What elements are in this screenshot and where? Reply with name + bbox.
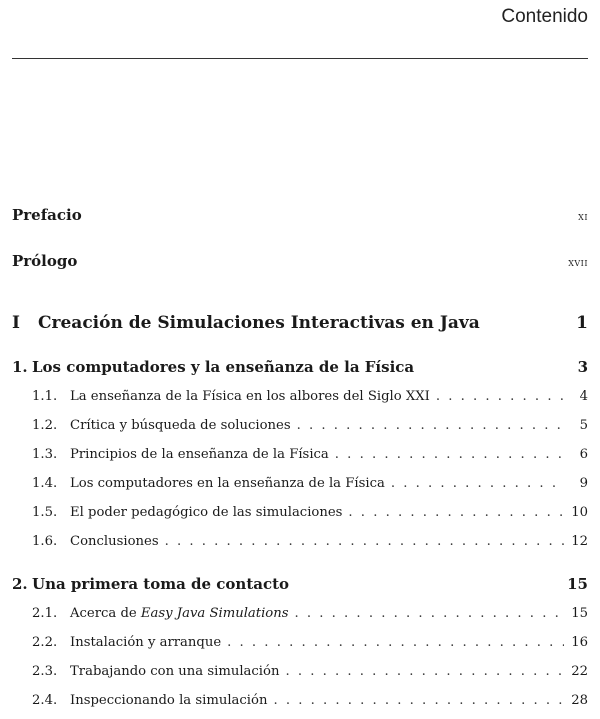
section-page: 16 [571,635,588,650]
toc-entry-title: Prólogo [12,252,78,270]
section-title: Conclusiones [70,534,159,549]
dot-leader [348,505,564,520]
section-page: 15 [571,606,588,621]
section-number: 1.3. [32,447,58,462]
section-page: 6 [579,447,588,462]
toc-section [32,447,588,462]
toc-section [32,476,588,491]
part-title: Creación de Simulaciones Interactivas en Java [38,313,480,333]
section-page: 4 [579,389,588,404]
toc-section [32,389,588,404]
toc-chapter-1 [12,358,588,376]
toc-section [32,693,588,708]
dot-leader [285,664,564,679]
part-page: 1 [576,313,588,333]
section-title: Inspeccionando la simulación [70,693,268,708]
section-title: Los computadores en la enseñanza de la Física [70,476,385,491]
section-number: 1.4. [32,476,58,491]
toc-section [32,664,588,679]
dot-leader [227,635,564,650]
section-number: 1.2. [32,418,58,433]
section-title: Crítica y búsqueda de soluciones [70,418,291,433]
section-number: 2.3. [32,664,58,679]
chapter-number: 2. [12,575,28,593]
dot-leader [391,476,564,491]
toc-entry-prefacio [12,206,588,224]
section-number: 2.1. [32,606,58,621]
toc-section [32,635,588,650]
section-title: La enseñanza de la Física en los albores del Siglo XXI [70,389,430,404]
chapter-page: 3 [577,358,588,376]
section-title: Instalación y arranque [70,635,222,650]
section-title-prefix: Acerca de [70,606,141,621]
section-page: 12 [571,534,588,549]
toc-entry-page: xvii [568,255,588,269]
section-number: 2.2. [32,635,58,650]
chapter-page: 15 [567,575,588,593]
section-number: 1.6. [32,534,58,549]
section-title [70,606,289,621]
dot-leader [436,389,564,404]
toc-entry-prologo [12,252,588,270]
section-page: 10 [571,505,588,520]
dot-leader [295,606,564,621]
toc-section [32,606,588,621]
chapter-title: Los computadores y la enseñanza de la Física [32,358,415,376]
toc-section [32,505,588,520]
section-number: 1.1. [32,389,58,404]
section-page: 28 [571,693,588,708]
toc-entry-title: Prefacio [12,206,82,224]
section-title: Principios de la enseñanza de la Física [70,447,329,462]
dot-leader [297,418,564,433]
section-page: 9 [579,476,588,491]
toc-entry-page: xi [578,209,588,223]
section-title-emphasis: Easy Java Simulations [140,606,289,621]
toc-chapter-2 [12,575,588,593]
dot-leader [335,447,564,462]
section-number: 2.4. [32,693,58,708]
dot-leader [165,534,564,549]
header-rule [12,58,588,59]
page-header-title: Contenido [501,6,588,27]
part-number: I [12,313,20,333]
toc-section [32,534,588,549]
toc-part [12,313,588,333]
section-title: Trabajando con una simulación [70,664,280,679]
toc-section [32,418,588,433]
section-title: El poder pedagógico de las simulaciones [70,505,343,520]
section-page: 5 [579,418,588,433]
chapter-number: 1. [12,358,28,376]
chapter-title: Una primera toma de contacto [32,575,290,593]
section-page: 22 [571,664,588,679]
dot-leader [273,693,564,708]
section-number: 1.5. [32,505,58,520]
